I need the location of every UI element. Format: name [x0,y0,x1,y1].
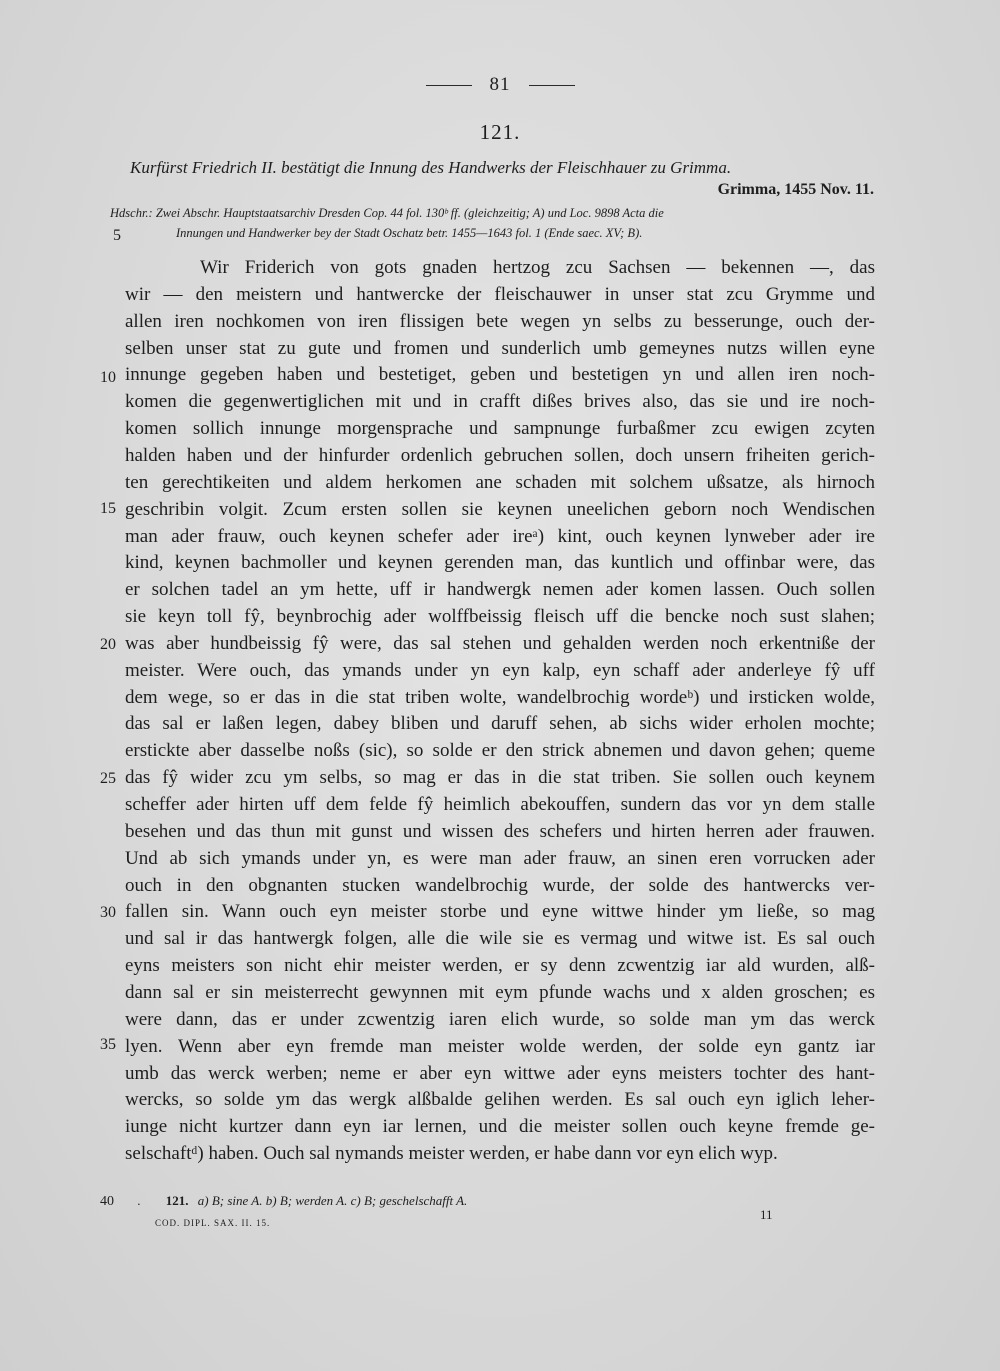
footnote-separator: . [137,1193,141,1208]
folio-rule-left [426,85,472,86]
body-line: selben unser stat zu gute und fromen und sunderlich umb gemeynes nutzs willen eyne [125,338,875,359]
line-number: 5 [113,227,121,244]
sheet-number: 11 [760,1207,773,1222]
folio-rule-right [529,85,575,86]
body-line: halden haben und der hinfurder ordenlich gebruchen sollen, doch unsern friheiten gerich- [125,445,875,466]
footnote-text: a) B; sine A. b) B; werden A. c) B; geschelschafft A. [197,1193,468,1208]
body-line: ten gerechtikeiten und aldem herkomen ane schaden mit solchem ußsatze, als hirnoch [125,472,875,493]
body-line: meister. Were ouch, das ymands under yn eyn kalp, eyn schaff ader anderleye fŷ uff [125,660,875,681]
document-number: 121. [479,120,521,144]
body-line: besehen und das thun mit gunst und wissen des schefers und hirten herren ader frauwen. [125,821,875,842]
body-line: Wir Friderich von gots gnaden hertzog zcu Sachsen — bekennen —, das [200,257,875,278]
body-line: was aber hundbeissig fŷ were, das sal stehen und gehalden werden noch erkentniße der [125,633,875,654]
body-line: geschribin volgit. Zcum ersten sollen sie keynen uneelichen geborn noch Wendischen [125,499,875,520]
body-line: scheffer ader hirten uff dem felde fŷ heimlich abekouffen, sundern das vor yn dem stalle [125,794,875,815]
document-dateline: Grimma, 1455 Nov. 11. [717,181,874,198]
body-line: lyen. Wenn aber eyn fremde man meister wolde werden, der solde eyn gantz iar [125,1036,875,1057]
manuscript-note-line: Hdschr.: Zwei Abschr. Hauptstaatsarchiv Dresden Cop. 44 fol. 130ᵇ ff. (gleichzeitig; A) und Loc. 9898 Acta die [110,206,664,220]
body-line: fallen sin. Wann ouch eyn meister storbe und eyne wittwe hinder ym ließe, so mag [125,901,875,922]
body-line: man ader frauw, ouch keynen schefer ader ireᵃ) kint, ouch keynen lynweber ader ire [125,526,875,547]
line-number: 35 [100,1036,116,1053]
line-number: 20 [100,636,116,653]
body-line: selschaftᵈ) haben. Ouch sal nymands meister werden, er habe dann vor eyn elich wyp. [125,1143,778,1164]
body-line: iunge nicht kurtzer dann eyn iar lernen, und die meister sollen ouch keyne fremde ge- [125,1116,875,1137]
body-line: allen iren nochkomen von iren flissigen bete wegen yn selbs zu besserunge, ouch der- [125,311,875,332]
body-line: ouch in den obgnanten stucken wandelbrochig wurde, der solde des hantwercks ver- [125,875,875,896]
body-line: dann sal er sin meisterrecht gewynnen mit eym pfunde wachs und x alden groschen; es [125,982,875,1003]
line-number: 25 [100,770,116,787]
folio-number: 81 [489,74,511,95]
body-line: sie keyn toll fŷ, beynbrochig ader wolffbeissig fleisch uff die bencke noch sust slahen; [125,606,875,627]
body-line: er solchen tadel an ym hette, uff ir handwergk nemen ader komen lassen. Ouch sollen [125,579,875,600]
document-heading: Kurfürst Friedrich II. bestätigt die Innung des Handwerks der Fleischhauer zu Grimma. [130,158,732,177]
manuscript-note-line: Innungen und Handwerker bey der Stadt Oschatz betr. 1455—1643 fol. 1 (Ende saec. XV; B). [176,226,643,240]
footnote-doc-ref: 121. [165,1193,189,1208]
body-line: dem wege, so er das in die stat triben wolte, wandelbrochig wordeᵇ) und irsticken wolde, [125,687,875,708]
body-line: umb das werck werben; neme er aber eyn wittwe ader eyns meisters tochter des hant- [125,1063,875,1084]
body-line: kind, keynen bachmoller und keynen gerenden man, das kuntlich und offinbar were, das [125,552,875,573]
body-line: Und ab sich ymands under yn, es were man ader frauw, an sinen eren vorrucken ader [125,848,875,869]
sheet-signature: COD. DIPL. SAX. II. 15. [155,1218,271,1228]
body-line: wercks, so solde ym das wergk alßbalde gelihen werden. Es sal ouch eyn iglich leher- [125,1089,875,1110]
page-folio [0,74,1000,96]
body-line: innunge gegeben haben und bestetiget, geben und bestetigen yn und allen iren noch- [125,364,875,385]
body-line: erstickte aber dasselbe noßs (sic), so solde er den strick abnemen und davon gehen; queme [125,740,875,761]
body-line: wir — den meistern und hantwercke der fleischauwer in unser stat zcu Grymme und [125,284,875,305]
body-line: komen sollich innunge morgensprache und sampnunge furbaßmer zcu ewigen zcyten [125,418,875,439]
body-line: das fŷ wider zcu ym selbs, so mag er das in die stat triben. Sie sollen ouch keynem [125,767,875,788]
body-line: were dann, das er under zcwentzig iaren elich wurde, so solde man ym das werck [125,1009,875,1030]
line-number: 15 [100,500,116,517]
line-number: 40 [100,1194,114,1209]
line-number: 30 [100,904,116,921]
footnote-row [100,1193,900,1210]
body-line: komen die gegenwertiglichen mit und in crafft dißes brives also, das sie und ire noch- [125,391,875,412]
body-line: und sal ir das hantwergk folgen, alle die wile sie es vermag und witwe ist. Es sal ouch [125,928,875,949]
line-number: 10 [100,369,116,386]
body-line: das sal er laßen legen, dabey bliben und daruff sehen, ab sichs wider erholen mochte; [125,713,875,734]
body-line: eyns meisters son nicht ehir meister werden, er sy denn zcwentzig iar ald wurden, alß- [125,955,875,976]
